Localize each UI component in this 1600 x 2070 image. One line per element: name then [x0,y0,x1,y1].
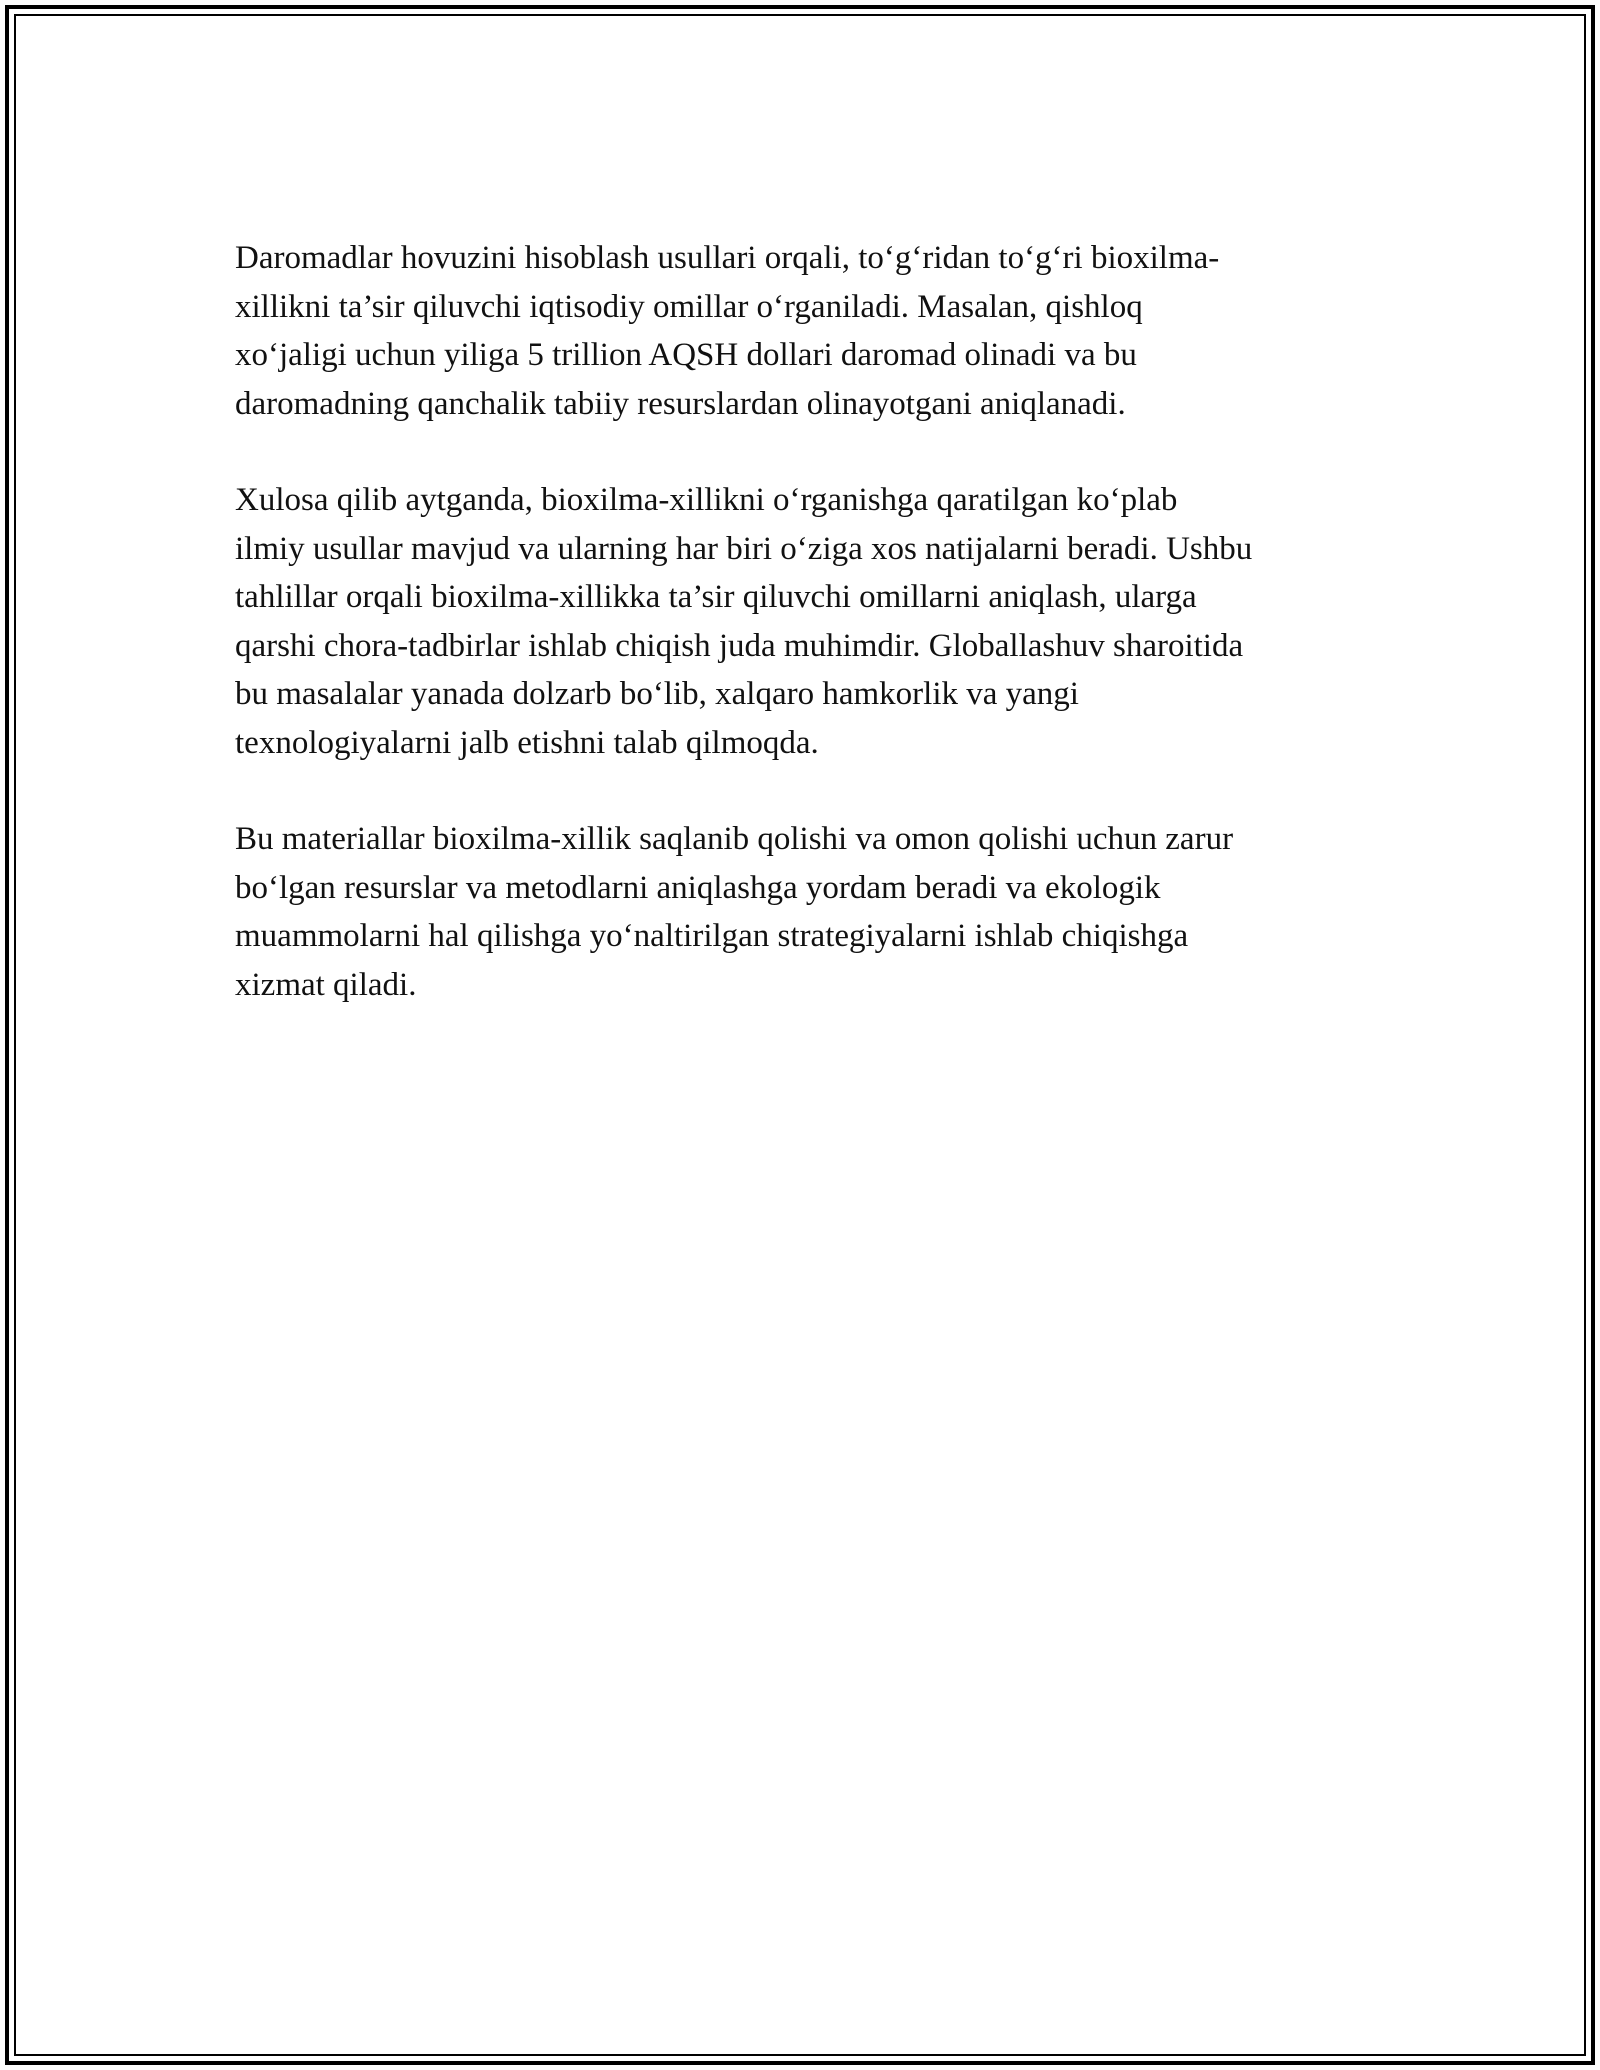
text-line: qarshi chora-tadbirlar ishlab chiqish juda muhimdir. Globallashuv sharoitida [235,627,1244,664]
text-line: bo‘lgan resurslar va metodlarni aniqlashga yordam beradi va ekologik [235,869,1161,906]
text-line: muammolarni hal qilishga yo‘naltirilgan strategiyalarni ishlab chiqishga [235,918,1189,954]
paragraph-conclusion [235,476,1385,767]
document-body [235,234,1385,1057]
paragraph-income-methods [235,234,1385,428]
text-line: xo‘jaligi uchun yiliga 5 trillion AQSH dollari daromad olinadi va bu [235,337,1137,373]
text-line: ilmiy usullar mavjud va ularning har biri o‘ziga xos natijalarni beradi. Ushbu [235,530,1253,567]
paragraph-materials [235,815,1385,1009]
text-line: Daromadlar hovuzini hisoblash usullari orqali, to‘g‘ridan to‘g‘ri bioxilma- [235,240,1220,276]
text-line: xizmat qiladi. [235,966,417,1003]
text-line: tahlillar orqali bioxilma-xillikka ta’sir qiluvchi omillarni aniqlash, ularga [235,579,1197,615]
text-line: xillikni ta’sir qiluvchi iqtisodiy omillar o‘rganiladi. Masalan, qishloq [235,288,1143,325]
text-line: daromadning qanchalik tabiiy resurslardan olinayotgani aniqlanadi. [235,385,1126,422]
text-line: Bu materiallar bioxilma-xillik saqlanib qolishi va omon qolishi uchun zarur [235,821,1234,857]
text-line: Xulosa qilib aytganda, bioxilma-xillikni o‘rganishga qaratilgan ko‘plab [235,482,1178,518]
text-line: texnologiyalarni jalb etishni talab qilmoqda. [235,724,819,761]
text-line: bu masalalar yanada dolzarb bo‘lib, xalqaro hamkorlik va yangi [235,676,1079,712]
